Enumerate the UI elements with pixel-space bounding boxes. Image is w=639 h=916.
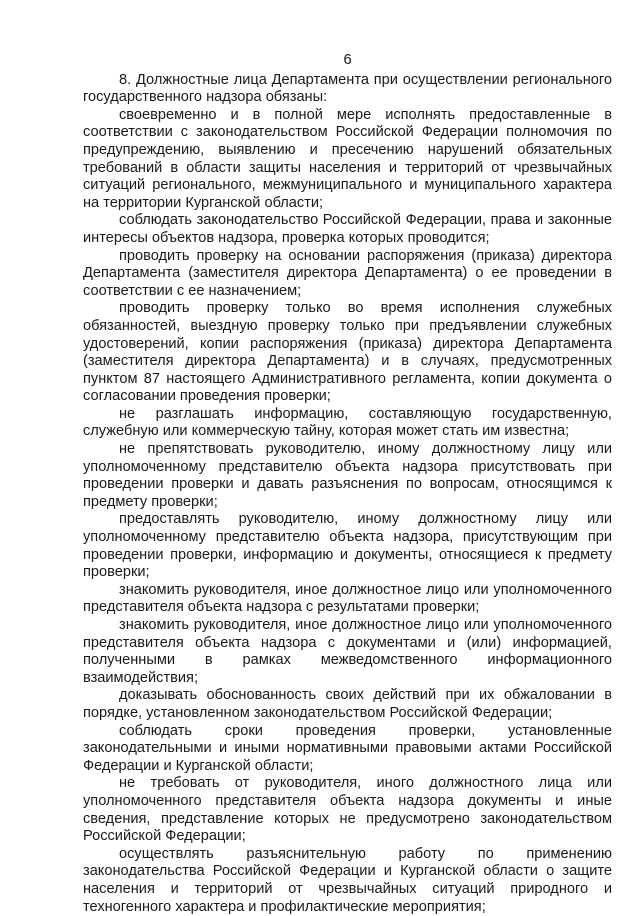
page-number: 6 — [343, 52, 352, 68]
paragraph-duty: предоставлять руководителю, иному должностному лицу или уполномоченному представителю объекта надзора, присутствующим при проведении проверки, информацию и документы, относящиеся к предмету проверки; — [83, 511, 612, 581]
paragraph-duty: своевременно и в полной мере исполнять предоставленные в соответствии с законодательством Российской Федерации полномочия по предупреждению, выявлению и пресечению нарушений обязательных требований в области защиты населения и территорий от чрезвычайных ситуаций регионального, межмуниципального и муниципального характера на территории Курганской области; — [83, 106, 612, 211]
paragraph-duty: доказывать обоснованность своих действий при их обжаловании в порядке, установленном законодательством Российской Федерации; — [83, 687, 612, 721]
paragraph-duty: не требовать от руководителя, иного должностного лица или уполномоченного представителя объекта надзора документы и иные сведения, представление которых не предусмотрено законодательством Российской Федерации; — [83, 775, 612, 845]
paragraph-duty: соблюдать сроки проведения проверки, установленные законодательными и иными нормативными правовыми актами Российской Федерации и Курганской области; — [83, 722, 612, 774]
document-page — [83, 52, 612, 916]
paragraph-duty: не препятствовать руководителю, иному должностному лицу или уполномоченному представителю объекта надзора присутствовать при проведении проверки и давать разъяснения по вопросам, относящимся к предмету проверки; — [83, 441, 612, 510]
paragraph-duty: соблюдать законодательство Российской Федерации, права и законные интересы объектов надзора, проверка которых проводится; — [83, 212, 612, 246]
paragraph-intro: 8. Должностные лица Департамента при осуществлении регионального государственного надзора обязаны: — [83, 71, 612, 106]
paragraph-duty: не разглашать информацию, составляющую государственную, служебную или коммерческую тайну, которая может стать им известна; — [83, 405, 612, 440]
paragraph-duty: знакомить руководителя, иное должностное лицо или уполномоченного представителя объекта надзора с результатами проверки; — [83, 581, 612, 616]
paragraph-duty: проводить проверку только во время исполнения служебных обязанностей, выездную проверку только при предъявлении служебных удостоверений, копии распоряжения (приказа) директора Департамента (заместителя директора Департамента) и в случаях, предусмотренных пунктом 87 настоящего Административного регламента, копии документа о согласовании проведения проверки; — [83, 300, 612, 405]
paragraph-duty: знакомить руководителя, иное должностное лицо или уполномоченного представителя объекта надзора с документами и (или) информацией, полученными в рамках межведомственного информационного взаимодействия; — [83, 617, 612, 686]
paragraph-duty: проводить проверку на основании распоряжения (приказа) директора Департамента (заместителя директора Департамента) о ее проведении в соответствии с ее назначением; — [83, 247, 612, 299]
paragraph-duty: осуществлять разъяснительную работу по применению законодательства Российской Федерации и Курганской области о защите населения и территорий от чрезвычайных ситуаций природного и техногенного характера и профилактические мероприятия; — [83, 845, 612, 915]
